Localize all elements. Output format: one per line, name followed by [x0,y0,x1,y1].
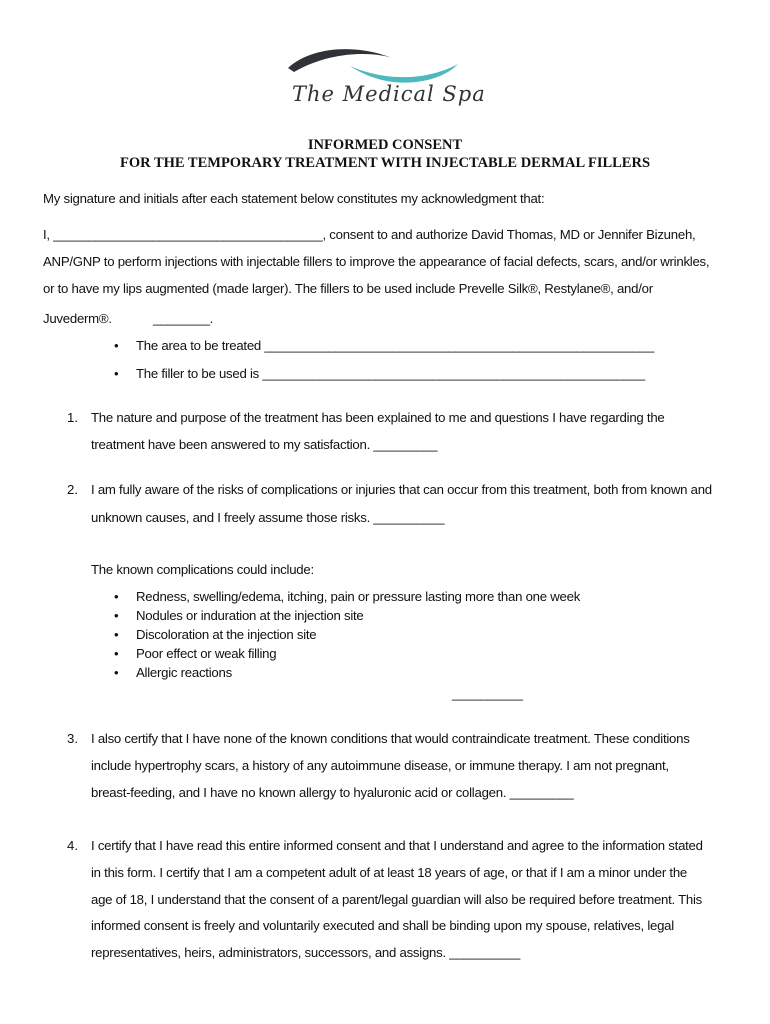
item-number: 2. [67,482,78,497]
field-filler-used: • The filler to be used is ______________________________________________________ [114,366,645,381]
complications-heading: The known complications could include: [91,562,314,577]
item-number: 4. [67,838,78,853]
item-4-line-5: representatives, heirs, administrators, successors, and assigns. __________ [91,945,521,960]
item-2-line-1: I am fully aware of the risks of complications or injuries that can occur from this treatment, both from known and [91,482,712,497]
item-1-line-2: treatment have been answered to my satisfaction. _________ [91,437,438,452]
item-1-line-1: The nature and purpose of the treatment has been explained to me and questions I have regarding the [91,410,665,425]
complication-item: • Redness, swelling/edema, itching, pain or pressure lasting more than one week [114,589,581,604]
item-4-line-4: informed consent is freely and voluntarily executed and shall be binding upon my spouse, relatives, legal [91,918,674,933]
item-number: 1. [67,410,78,425]
bullet-icon: • [114,665,119,680]
consent-line-4: Juvederm®. [43,311,112,326]
bullet-icon: • [114,627,119,642]
consent-line-2: ANP/GNP to perform injections with injectable fillers to improve the appearance of facial defects, scars, and/or wrinkles, [43,254,710,269]
title-line-1: INFORMED CONSENT [307,137,463,153]
item-number: 3. [67,731,78,746]
bullet-icon: • [114,338,119,353]
bullet-icon: • [114,646,119,661]
field-area-treated: • The area to be treated _______________________________________________________ [114,338,655,353]
complication-item: • Nodules or induration at the injection site [114,608,364,623]
complication-item: • Allergic reactions [114,665,232,680]
item-3-line-1: I also certify that I have none of the known conditions that would contraindicate treatment. These conditions [91,731,690,746]
bullet-icon: • [114,366,119,381]
item-4-line-3: age of 18, I understand that the consent of a parent/legal guardian will also be required before treatment. This [91,892,703,907]
item-3-line-3: breast-feeding, and I have no known allergy to hyaluronic acid or collagen. _________ [91,785,574,800]
consent-line-3: or to have my lips augmented (made larger). The fillers to be used include Prevelle Silk®, Restylane®, and/or [43,281,653,296]
title-line-2: FOR THE TEMPORARY TREATMENT WITH INJECTABLE DERMAL FILLERS [119,155,651,171]
complication-item: • Poor effect or weak filling [114,646,277,661]
item-3-line-2: include hypertrophy scars, a history of any autoimmune disease, or immune therapy. I am not pregnant, [91,758,669,773]
item-4-line-2: in this form. I certify that I am a competent adult of at least 18 years of age, or that if I am a minor under the [91,865,688,880]
intro-text: My signature and initials after each statement below constitutes my acknowledgment that: [43,191,545,206]
bullet-icon: • [114,589,119,604]
bullet-icon: • [114,608,119,623]
item-4-line-1: I certify that I have read this entire informed consent and that I understand and agree to the information stated [91,838,703,853]
consent-initial-blank: ________. [153,311,214,326]
complication-item: • Discoloration at the injection site [114,627,317,642]
logo-brand-text: The Medical Spa [292,82,486,106]
item-2-line-2: unknown causes, and I freely assume those risks. __________ [91,510,445,525]
consent-line-1: I, ______________________________________, consent to and authorize David Thomas, MD or Jennifer Bizuneh, [43,227,696,242]
complications-initial-blank: __________ [452,686,523,701]
